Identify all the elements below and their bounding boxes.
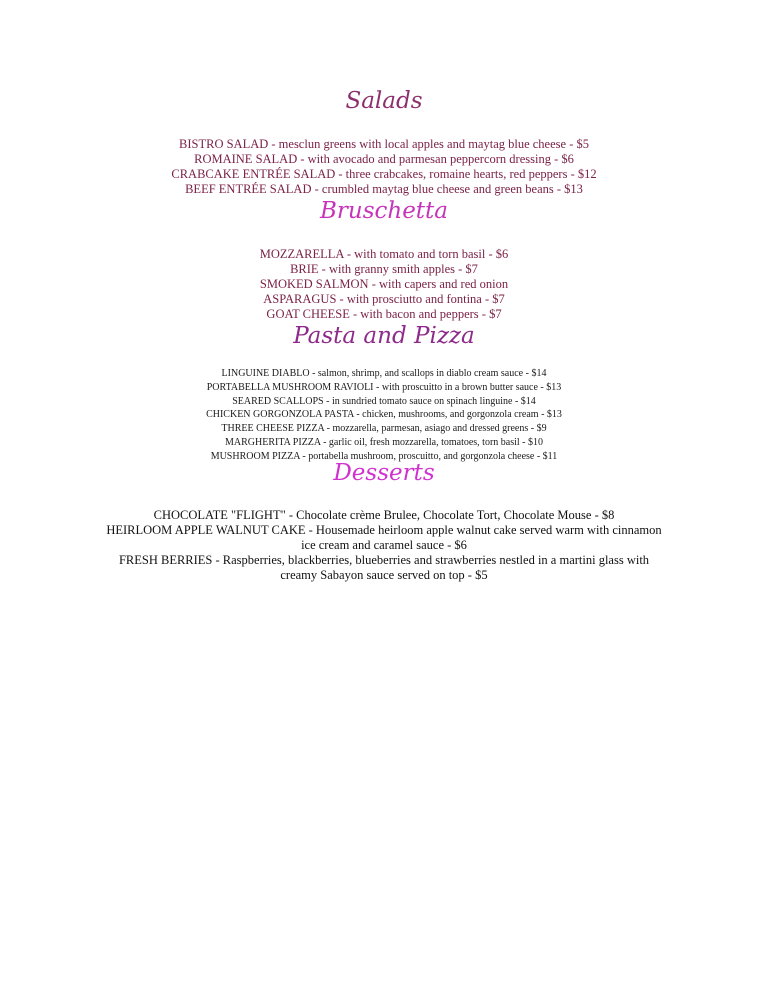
desserts-heading: Desserts bbox=[333, 460, 435, 486]
salads-list bbox=[0, 137, 768, 197]
menu-item-brie: BRIE - with granny smith apples - $7 bbox=[290, 262, 478, 276]
menu-item-chicken-gorgonzola: CHICKEN GORGONZOLA PASTA - chicken, mushrooms, and gorgonzola cream - $13 bbox=[206, 409, 562, 421]
menu-item-mozzarella: MOZZARELLA - with tomato and torn basil - $6 bbox=[259, 247, 509, 261]
menu-item-bistro-salad: BISTRO SALAD - mesclun greens with local apples and maytag blue cheese - $5 bbox=[179, 137, 589, 151]
desserts-list bbox=[100, 508, 668, 583]
menu-item-linguine-diablo: LINGUINE DIABLO - salmon, shrimp, and scallops in diablo cream sauce - $14 bbox=[221, 368, 547, 379]
pasta-pizza-heading: Pasta and Pizza bbox=[293, 323, 475, 349]
menu-item-crabcake-salad: CRABCAKE ENTRÉE SALAD - three crabcakes, romaine hearts, red peppers - $12 bbox=[171, 167, 597, 181]
bruschetta-list bbox=[0, 247, 768, 322]
menu-item-romaine-salad: ROMAINE SALAD - with avocado and parmesan peppercorn dressing - $6 bbox=[194, 152, 574, 166]
menu-item-beef-salad: BEEF ENTRÉE SALAD - crumbled maytag blue cheese and green beans - $13 bbox=[185, 182, 583, 196]
menu-item-goat-cheese: GOAT CHEESE - with bacon and peppers - $7 bbox=[266, 307, 502, 321]
menu-item-margherita-pizza: MARGHERITA PIZZA - garlic oil, fresh mozzarella, tomatoes, torn basil - $10 bbox=[224, 436, 544, 448]
menu-item-mushroom-pizza: MUSHROOM PIZZA - portabella mushroom, proscuitto, and gorgonzola cheese - $11 bbox=[210, 450, 558, 462]
menu-item-portabella-ravioli: PORTABELLA MUSHROOM RAVIOLI - with proscuitto in a brown butter sauce - $13 bbox=[206, 381, 562, 393]
menu-item-apple-walnut-cake: HEIRLOOM APPLE WALNUT CAKE - Housemade heirloom apple walnut cake served warm with cinnamon ice cream and caramel sauce - $6 bbox=[106, 523, 662, 552]
pasta-pizza-list bbox=[0, 367, 768, 464]
salads-heading: Salads bbox=[345, 88, 423, 114]
menu-item-asparagus: ASPARAGUS - with prosciutto and fontina - $7 bbox=[263, 292, 505, 306]
menu-item-seared-scallops: SEARED SCALLOPS - in sundried tomato sauce on spinach linguine - $14 bbox=[232, 395, 536, 407]
menu-item-three-cheese-pizza: THREE CHEESE PIZZA - mozzarella, parmesan, asiago and dressed greens - $9 bbox=[221, 423, 547, 435]
menu-item-fresh-berries: FRESH BERRIES - Raspberries, blackberries, blueberries and strawberries nestled in a martini glass with creamy Sabayon sauce served on top - $5 bbox=[118, 553, 650, 582]
menu-item-smoked-salmon: SMOKED SALMON - with capers and red onion bbox=[259, 277, 509, 291]
bruschetta-heading: Bruschetta bbox=[319, 198, 449, 224]
menu-item-chocolate-flight: CHOCOLATE "FLIGHT" - Chocolate crème Brulee, Chocolate Tort, Chocolate Mouse - $8 bbox=[153, 508, 615, 522]
